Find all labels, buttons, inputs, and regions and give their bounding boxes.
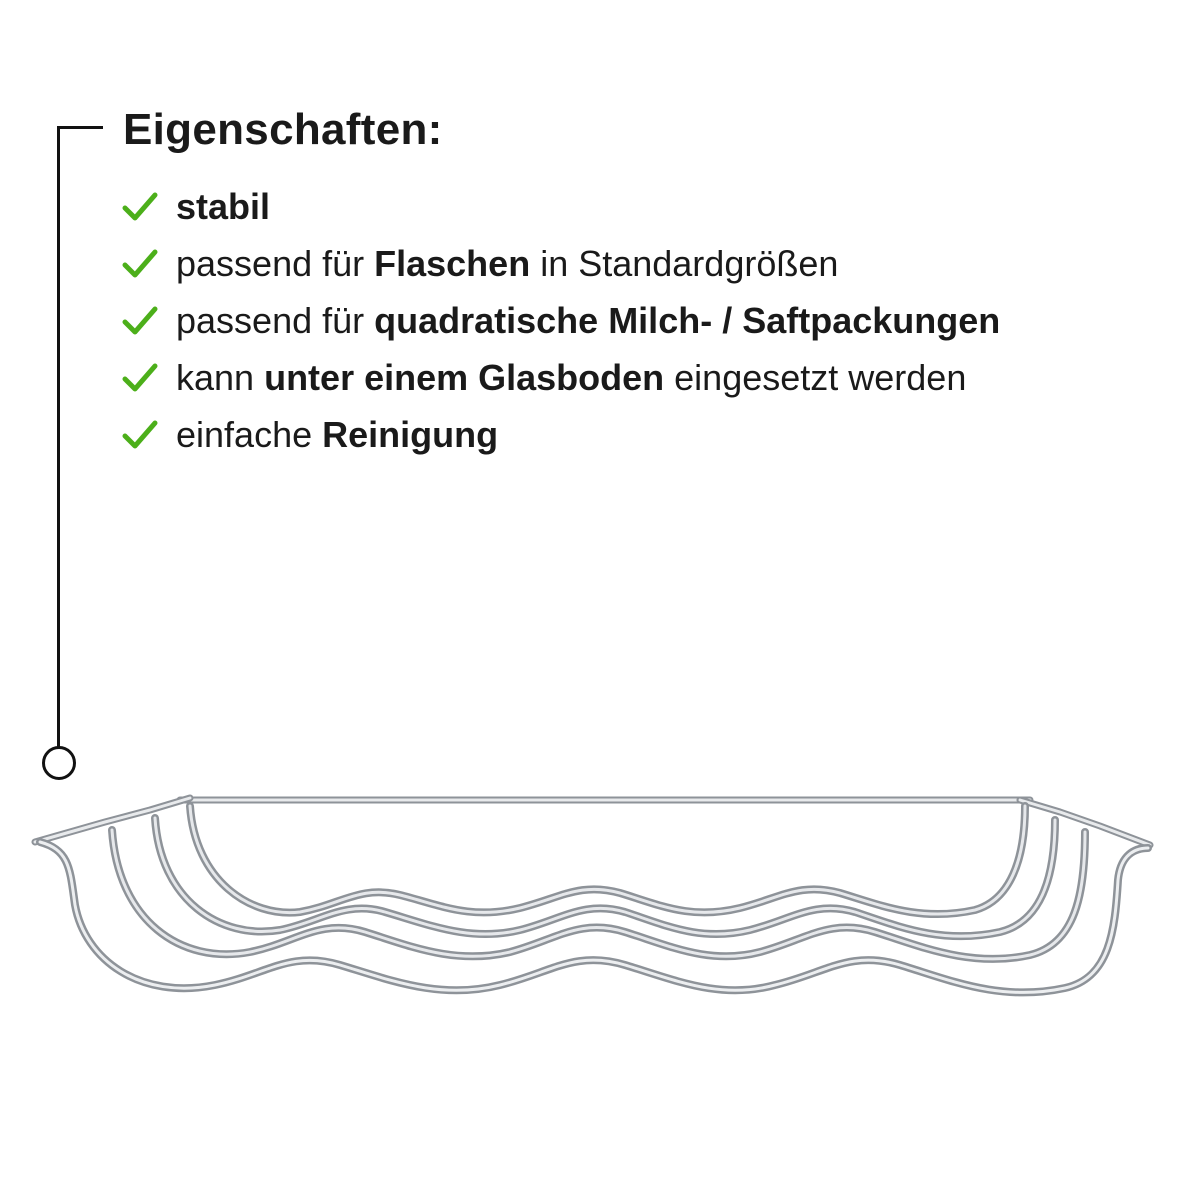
check-icon bbox=[120, 415, 160, 455]
feature-text: stabil bbox=[176, 185, 271, 227]
bracket-connector-top bbox=[57, 126, 103, 129]
feature-item bbox=[120, 235, 1000, 292]
check-icon bbox=[120, 244, 160, 284]
section-heading: Eigenschaften: bbox=[123, 105, 443, 154]
feature-item bbox=[120, 349, 1000, 406]
feature-text: einfache Reinigung bbox=[176, 413, 499, 455]
feature-list bbox=[120, 178, 1000, 463]
bracket-connector-dot bbox=[42, 746, 76, 780]
check-icon bbox=[120, 358, 160, 398]
feature-item bbox=[120, 178, 1000, 235]
feature-item bbox=[120, 292, 1000, 349]
wire-bottle-rack-image bbox=[0, 780, 1200, 1020]
feature-text: passend für Flaschen in Standardgrößen bbox=[176, 242, 839, 284]
feature-text: kann unter einem Glasboden eingesetzt werden bbox=[176, 356, 967, 398]
check-icon bbox=[120, 187, 160, 227]
feature-text: passend für quadratische Milch- / Saftpackungen bbox=[176, 299, 1001, 341]
check-icon bbox=[120, 301, 160, 341]
feature-item bbox=[120, 406, 1000, 463]
bracket-connector-line bbox=[57, 126, 60, 748]
